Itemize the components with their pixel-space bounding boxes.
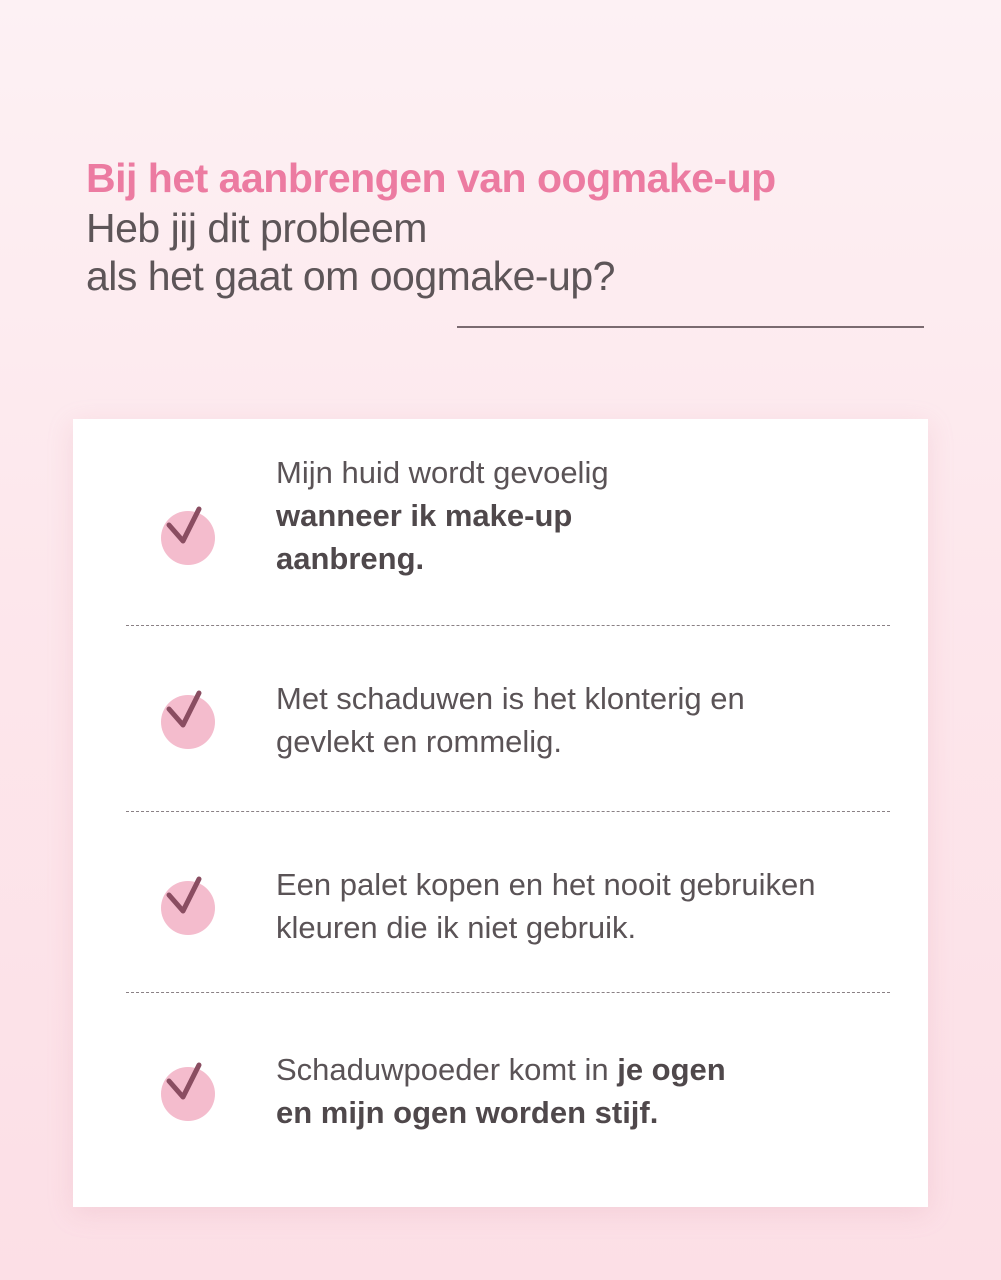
dashed-divider [126, 811, 890, 812]
dashed-divider [126, 625, 890, 626]
problem-checklist-card [73, 419, 928, 1207]
checklist-item-text-bold: en mijn ogen worden stijf. [276, 1095, 659, 1130]
dashed-divider [126, 992, 890, 993]
checklist-item-text-bold-inline: je ogen [617, 1052, 726, 1087]
header-underline [457, 326, 924, 328]
check-circle-icon [159, 1057, 221, 1119]
headline-accent: Bij het aanbrengen van oogmake-up [86, 155, 776, 201]
checklist-item-text: Een palet kopen en het nooit gebruiken kleuren die ik niet gebruik. [276, 867, 816, 945]
check-circle-icon [159, 871, 221, 933]
check-circle-icon [159, 501, 221, 563]
checklist-item-text-regular: Schaduwpoeder komt in [276, 1052, 609, 1087]
checklist-item-text [276, 1048, 906, 1134]
checklist-item-text: Met schaduwen is het klonterig en gevlekt en rommelig. [276, 681, 745, 759]
checklist-item-text [276, 451, 906, 580]
header [86, 152, 946, 300]
headline-line-1: Heb jij dit probleem [86, 205, 427, 251]
checklist-item-text-regular: Mijn huid wordt gevoelig [276, 455, 609, 490]
headline-line-2: als het gaat om oogmake-up? [86, 253, 615, 299]
check-circle-icon [159, 685, 221, 747]
checklist-item-text-bold: wanneer ik make-up aanbreng. [276, 498, 573, 576]
